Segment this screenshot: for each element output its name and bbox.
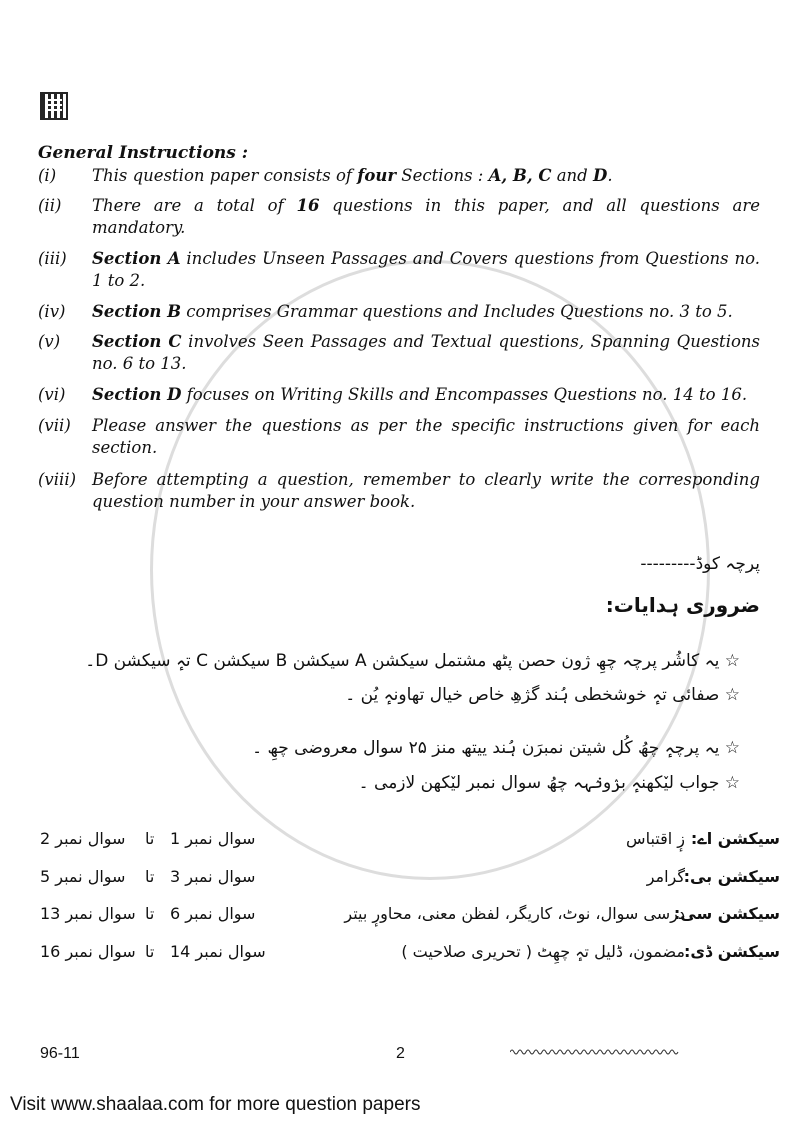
question-to: سوال نمبر 2	[40, 829, 126, 848]
instruction-text	[92, 248, 760, 292]
instruction-text-part: focuses on Writing Skills and Encompasses Questions no. 14 to 16.	[181, 385, 748, 404]
urdu-point: ☆ یہ کاشُر پرچہ چھِ ژون حصن پٹھ مشتمل سیکشن A سیکشن B سیکشن C تہٕ سیکشن D۔	[85, 651, 740, 671]
wavy-line	[510, 1048, 680, 1056]
instruction-number: (i)	[38, 166, 57, 185]
to-word: تا	[145, 904, 155, 923]
instruction-text-part: includes Unseen Passages and Covers questions from Questions no. 1 to 2.	[92, 249, 760, 290]
section-row	[40, 830, 780, 860]
instruction-text	[92, 469, 760, 513]
instruction-text-part: Please answer the questions as per the specific instructions given for each section.	[92, 416, 760, 457]
instruction-text-part: This question paper consists of	[92, 166, 358, 185]
section-row	[40, 943, 780, 973]
instruction-text	[92, 331, 760, 375]
to-word: تا	[145, 942, 155, 961]
section-label: سیکشن اے:	[690, 829, 780, 848]
section-label: سیکشن ڈی:	[683, 942, 780, 961]
instruction-number: (vii)	[38, 416, 71, 435]
instruction-text-part: involves Seen Passages and Textual questions, Spanning Questions no. 6 to 13.	[92, 332, 760, 373]
urdu-point: ☆ صفائی تہٕ خوشخطی ہُند گژھِ خاص خیال تھاونہٕ یُن ۔	[345, 685, 740, 705]
instruction-number: (iv)	[38, 302, 66, 321]
instruction-text-part: There are a total of	[92, 196, 297, 215]
question-from: سوال نمبر 1	[170, 829, 256, 848]
instruction-text-part: Before attempting a question, remember to clearly write the corresponding question number in your answer book.	[92, 470, 760, 511]
section-row	[40, 905, 780, 935]
section-topic: مضمون، ڈلیل تہٕ چھِٹ ( تحریری صلاحیت )	[401, 942, 685, 961]
to-word: تا	[145, 829, 155, 848]
instruction-number: (iii)	[38, 249, 67, 268]
instruction-item	[38, 195, 760, 239]
general-instructions-title: General Instructions :	[38, 143, 249, 163]
instruction-item	[38, 248, 760, 292]
section-label: سیکشن سی:	[673, 904, 780, 923]
instruction-text-part: .	[607, 166, 613, 185]
instruction-text-part: D	[593, 166, 608, 185]
instruction-text	[92, 195, 760, 239]
urdu-point: ☆ یہ پرچہٕ چھُ کُل شیتن نمبرَن ہُند ییتھ منز ۲۵ سوال معروضی چھِ ۔	[252, 738, 740, 758]
instruction-text-part: questions in this paper, and all questions are mandatory.	[92, 196, 760, 237]
question-from: سوال نمبر 3	[170, 867, 256, 886]
instruction-text	[92, 165, 760, 187]
instruction-item	[38, 165, 760, 187]
instruction-item	[38, 415, 760, 459]
visit-link[interactable]: Visit www.shaalaa.com for more question papers	[10, 1094, 421, 1115]
paper-code: پرچہ کوڈ---------	[640, 554, 760, 574]
instruction-number: (vi)	[38, 385, 66, 404]
question-to: سوال نمبر 16	[40, 942, 136, 961]
qr-code-icon	[40, 92, 68, 120]
instruction-text-part: Section B	[92, 302, 182, 321]
urdu-point: ☆ جواب لیٚکھنہٕ برٛونٛہہ چھُ سوال نمبر لیٚکھن لازمی ۔	[358, 773, 740, 793]
section-topic: گرامر	[646, 867, 685, 886]
instruction-text-part: Section C	[92, 332, 182, 351]
instruction-text-part: A, B, C	[488, 166, 552, 185]
instruction-text-part: four	[357, 166, 397, 185]
section-topic: زٕ اقتباس	[626, 829, 685, 848]
to-word: تا	[145, 867, 155, 886]
instruction-text-part: Section A	[92, 249, 181, 268]
instruction-text-part: comprises Grammar questions and Includes Questions no. 3 to 5.	[181, 302, 733, 321]
instruction-number: (viii)	[38, 470, 77, 489]
question-from: سوال نمبر 14	[170, 942, 266, 961]
instruction-text-part: 16	[296, 196, 320, 215]
instruction-text-part: and	[551, 166, 593, 185]
question-from: سوال نمبر 6	[170, 904, 256, 923]
instruction-text-part: Sections :	[396, 166, 489, 185]
instruction-item	[38, 331, 760, 375]
instruction-item	[38, 469, 760, 513]
question-to: سوال نمبر 5	[40, 867, 126, 886]
paper-code-footer: 96-11	[40, 1045, 80, 1062]
urdu-heading: ضروری ہدایات:	[605, 593, 760, 617]
instruction-text	[92, 301, 760, 323]
section-row	[40, 868, 780, 898]
instruction-text-part: Section D	[92, 385, 182, 404]
instruction-number: (ii)	[38, 196, 62, 215]
page-number: 2	[396, 1045, 405, 1062]
section-topic: درسی سوال، نوٹ، کاریگر، لفظن معنی، محاورٕ بیتر	[344, 904, 685, 923]
instruction-text	[92, 384, 760, 406]
instruction-item	[38, 301, 760, 323]
section-label: سیکشن بی:	[683, 867, 780, 886]
instruction-item	[38, 384, 760, 406]
instruction-number: (v)	[38, 332, 61, 351]
question-to: سوال نمبر 13	[40, 904, 136, 923]
instruction-text	[92, 415, 760, 459]
